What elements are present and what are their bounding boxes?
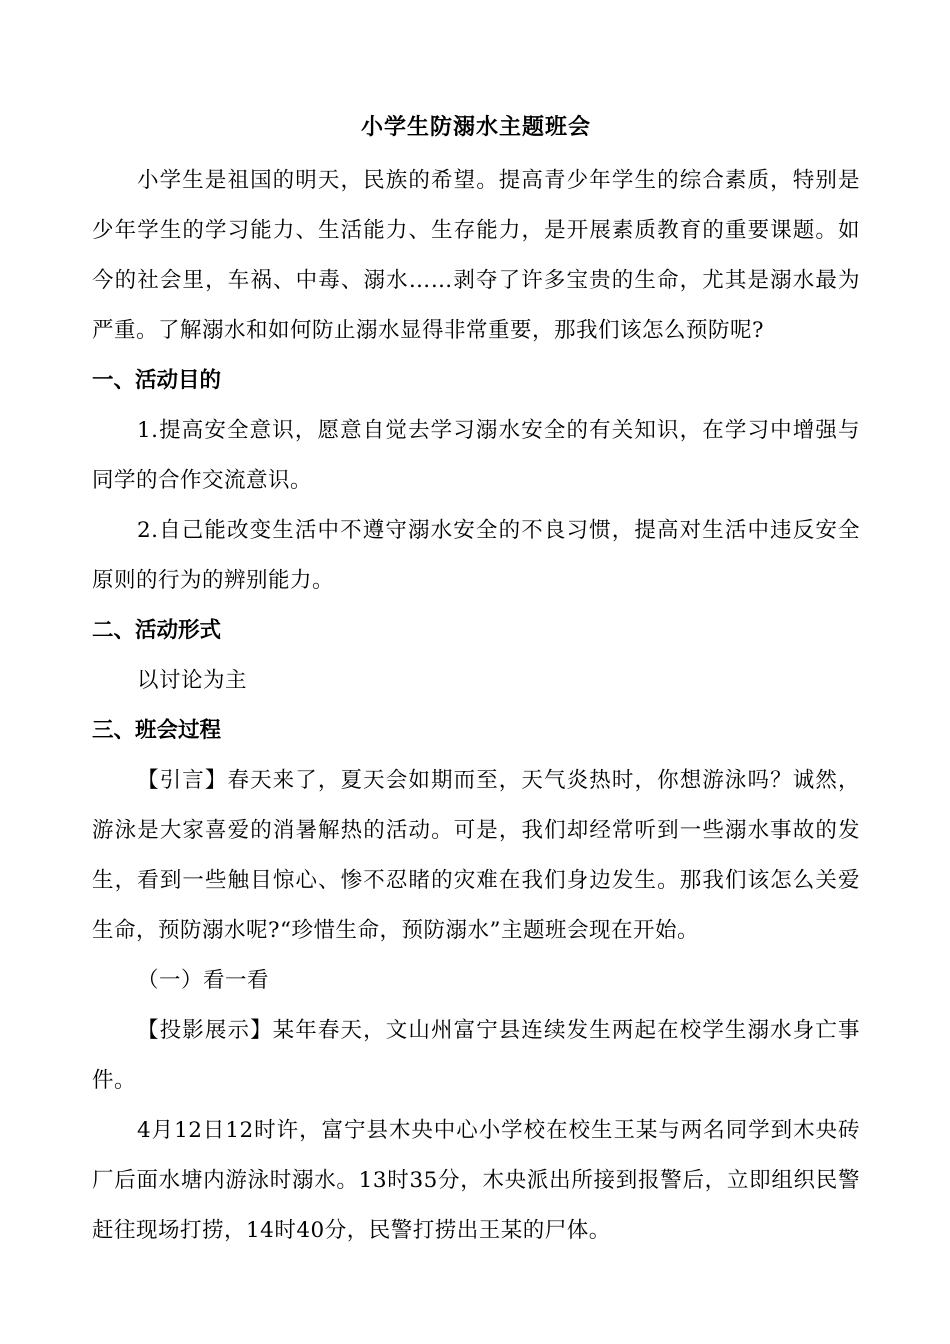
subheading-look: （一）看一看: [137, 968, 270, 993]
case-paragraph: 4月12日12时许，富宁县木央中心小学校在校生王某与两名同学到木央砖厂后面水塘内游泳时溺水。13时35分，木央派出所接到报警后，立即组织民警赶往现场打捞，14时40分，民警打捞出王某的尸体。: [92, 1118, 860, 1243]
document-title: 小学生防溺水主题班会: [360, 115, 591, 140]
section-heading-form: 二、活动形式: [92, 618, 222, 643]
projection-paragraph: 【投影展示】某年春天，文山州富宁县连续发生两起在校学生溺水身亡事件。: [92, 1018, 860, 1093]
purpose-item-2: 2.自己能改变生活中不遵守溺水安全的不良习惯，提高对生活中违反安全原则的行为的辨别能力。: [92, 518, 860, 593]
purpose-item-1: 1.提高安全意识，愿意自觉去学习溺水安全的有关知识，在学习中增强与同学的合作交流意识。: [92, 418, 860, 493]
intro-paragraph: 小学生是祖国的明天，民族的希望。提高青少年学生的综合素质，特别是少年学生的学习能力、生活能力、生存能力，是开展素质教育的重要课题。如今的社会里，车祸、中毒、溺水……剥夺了许多宝贵的生命，尤其是溺水最为严重。了解溺水和如何防止溺水显得非常重要，那我们该怎么预防呢?: [92, 168, 860, 343]
preface-paragraph: 【引言】春天来了，夏天会如期而至，天气炎热时，你想游泳吗？诚然，游泳是大家喜爱的消暑解热的活动。可是，我们却经常听到一些溺水事故的发生，看到一些触目惊心、惨不忍睹的灾难在我们身边发生。那我们该怎么关爱生命，预防溺水呢?“珍惜生命，预防溺水”主题班会现在开始。: [92, 768, 860, 943]
form-text: 以讨论为主: [137, 668, 248, 693]
document-page: [92, 100, 860, 1256]
section-heading-process: 三、班会过程: [92, 718, 222, 743]
section-heading-purpose: 一、活动目的: [92, 368, 222, 393]
